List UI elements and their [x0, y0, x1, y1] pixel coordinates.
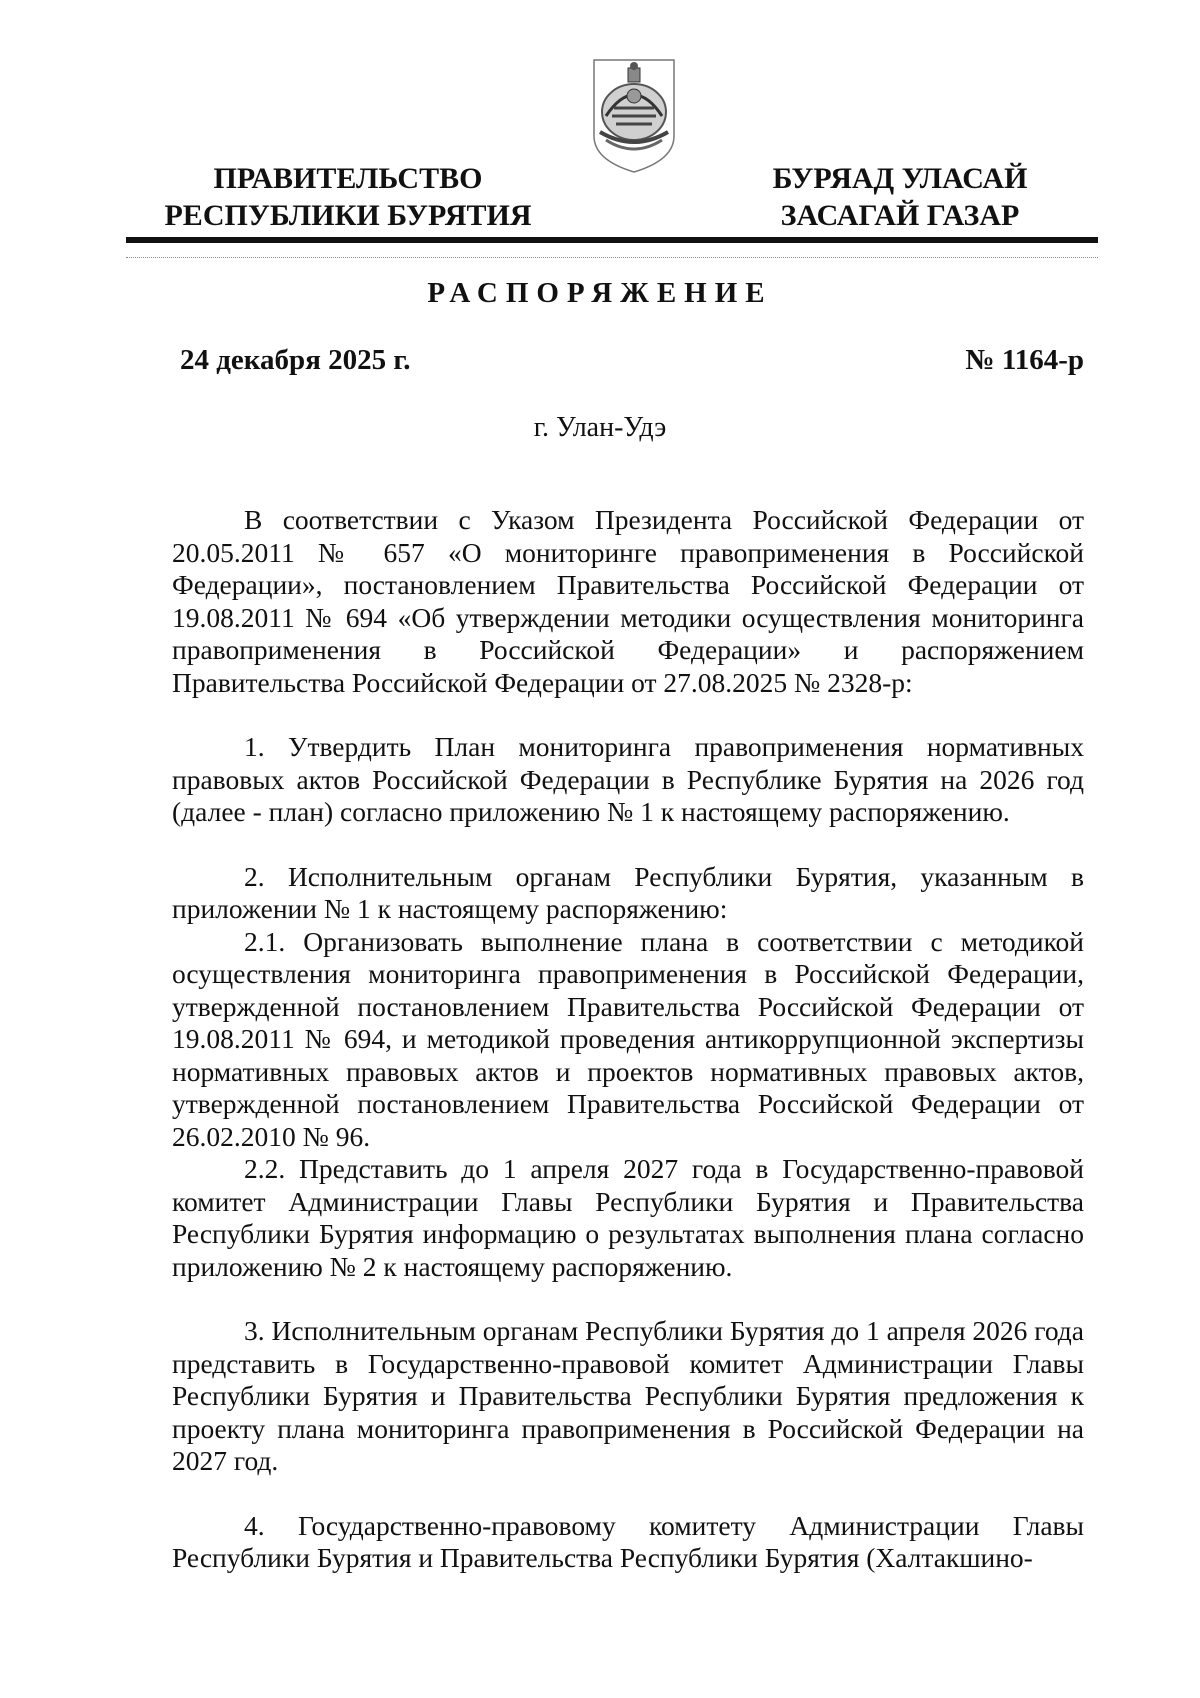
- document-date: 24 декабря 2025 г.: [180, 344, 411, 376]
- header-divider-thick: [126, 237, 1098, 243]
- item-2-2-paragraph: 2.2. Представить до 1 апреля 2027 года в Государственно-правовой комитет Администрации Главы Республики Бурятия и Правительства Республики Бурятия информацию о результатах выполнения плана согласно приложению № 2 к настоящему распоряжению.: [172, 1153, 1084, 1282]
- header-divider-thin: [126, 257, 1098, 258]
- item-2-1-paragraph: 2.1. Организовать выполнение плана в соответствии с методикой осуществления мониторинга правоприменения в Российской Федерации, утвержденной постановлением Правительства Российской Федерации от 19.08.2011 № 694, и методикой проведения антикоррупционной экспертизы нормативных правовых актов и проектов нормативных правовых актов, утвержденной постановлением Правительства Российской Федерации от 26.02.2010 № 96.: [172, 925, 1084, 1152]
- preamble-paragraph: В соответствии с Указом Президента Российской Федерации от 20.05.2011 № 657 «О мониторинге правоприменения в Российской Федерации», постановлением Правительства Российской Федерации от 19.08.2011 № 694 «Об утверждении методики осуществления мониторинга правоприменения в Российской Федерации» и распоряжением Правительства Российской Федерации от 27.08.2025 № 2328-р:: [172, 504, 1084, 698]
- item-2-paragraph: 2. Исполнительным органам Республики Бурятия, указанным в приложении № 1 к настоящему распоряжению:: [172, 860, 1084, 924]
- item-1-paragraph: 1. Утвердить План мониторинга правоприменения нормативных правовых актов Российской Федерации в Республике Бурятия на 2026 год (далее - план) согласно приложению № 1 к настоящему распоряжению.: [172, 731, 1084, 827]
- coat-of-arms-icon: [588, 56, 680, 174]
- item-4-paragraph: 4. Государственно-правовому комитету Администрации Главы Республики Бурятия и Правительства Республики Бурятия (Халтакшино-: [172, 1509, 1084, 1573]
- document-type-title: РАСПОРЯЖЕНИЕ: [427, 277, 773, 309]
- document-body: [172, 504, 1084, 1575]
- document-number: № 1164-р: [965, 344, 1084, 376]
- government-name-buryat-line-2: ЗАСАГАЙ ГАЗАР: [780, 199, 1020, 232]
- government-name-line-1: ПРАВИТЕЛЬСТВО: [213, 162, 483, 195]
- document-city: г. Улан-Удэ: [533, 412, 667, 443]
- government-name-line-2: РЕСПУБЛИКИ БУРЯТИЯ: [164, 199, 532, 232]
- government-name-buryat: [740, 160, 1060, 234]
- item-3-paragraph: 3. Исполнительным органам Республики Бурятия до 1 апреля 2026 года представить в Государственно-правовой комитет Администрации Главы Республики Бурятия и Правительства Республики Бурятия предложения к проекту плана мониторинга правоприменения в Российской Федерации на 2027 год.: [172, 1315, 1084, 1476]
- government-name-russian: [158, 160, 538, 234]
- government-name-buryat-line-1: БУРЯАД УЛАСАЙ: [772, 162, 1028, 195]
